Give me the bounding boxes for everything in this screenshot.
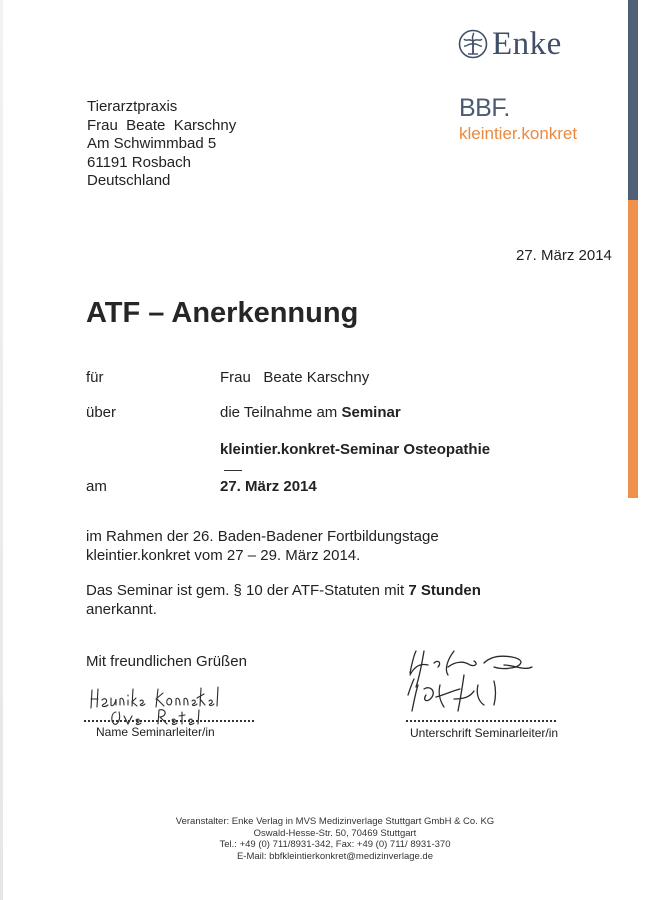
paragraph-line: kleintier.konkret vom 27 – 29. März 2014. [86,546,361,564]
side-bar-orange [628,200,638,498]
address-line: Tierarztpraxis [87,98,178,115]
closing-greeting: Mit freundlichen Grüßen [86,653,247,670]
am-label: am [86,478,107,495]
recognition-prefix: Das Seminar ist gem. § 10 der ATF-Statuten mit [86,582,409,599]
address-line: Frau Beate Karschny [87,116,237,134]
address-line: Deutschland [87,172,171,189]
fuer-label: für [86,369,104,386]
footer-line: E-Mail: bbfkleintierkonkret@medizinverlage.de [236,850,434,862]
side-bar-navy [628,0,638,200]
letter-date: 27. März 2014 [516,247,612,264]
footer-line: Oswald-Hesse-Str. 50, 70469 Stuttgart [253,827,417,839]
footer-line: Tel.: +49 (0) 711/8931-342, Fax: +49 (0) 711/ 8931-370 [219,839,451,850]
address-line: Am Schwimmbad 5 [87,135,217,152]
ueber-value [220,404,401,421]
footer-organizer [100,816,570,862]
ueber-prefix: die Teilnahme am [220,404,342,421]
name-caption: Name Seminarleiter/in [96,725,215,739]
handwritten-signature [404,645,554,725]
signature-line [406,720,556,722]
name-signature-line [84,720,254,722]
footer-line: Veranstalter: Enke Verlag in MVS Medizinverlage Stuttgart GmbH & Co. KG [175,816,495,827]
tree-emblem-icon [458,29,488,59]
recipient-address [87,98,236,191]
paragraph-recognition [86,582,481,619]
signature-caption: Unterschrift Seminarleiter/in [410,726,559,740]
enke-wordmark: Enke [492,25,562,62]
paragraph-line: im Rahmen der 26. Baden-Badener Fortbildungstage [86,528,439,545]
ueber-bold: Seminar [341,404,401,421]
ueber-label: über [86,404,117,421]
kleintier-konkret-logo: kleintier.konkret [459,124,578,143]
address-line: 61191 Rosbach [87,153,191,171]
recognition-hours: 7 Stunden [408,582,481,599]
paragraph-line: anerkannt. [86,600,157,618]
ink-mark [224,470,242,471]
paragraph-line [86,582,481,601]
seminar-date: 27. März 2014 [220,478,317,495]
enke-logo [458,24,562,64]
document-title: ATF – Anerkennung [86,297,359,329]
recipient-name: Frau Beate Karschny [220,369,370,386]
scan-edge [0,0,3,900]
paragraph-context [86,528,439,565]
seminar-title: kleintier.konkret-Seminar Osteopathie [220,441,491,458]
bbf-logo: BBF. [459,94,510,122]
